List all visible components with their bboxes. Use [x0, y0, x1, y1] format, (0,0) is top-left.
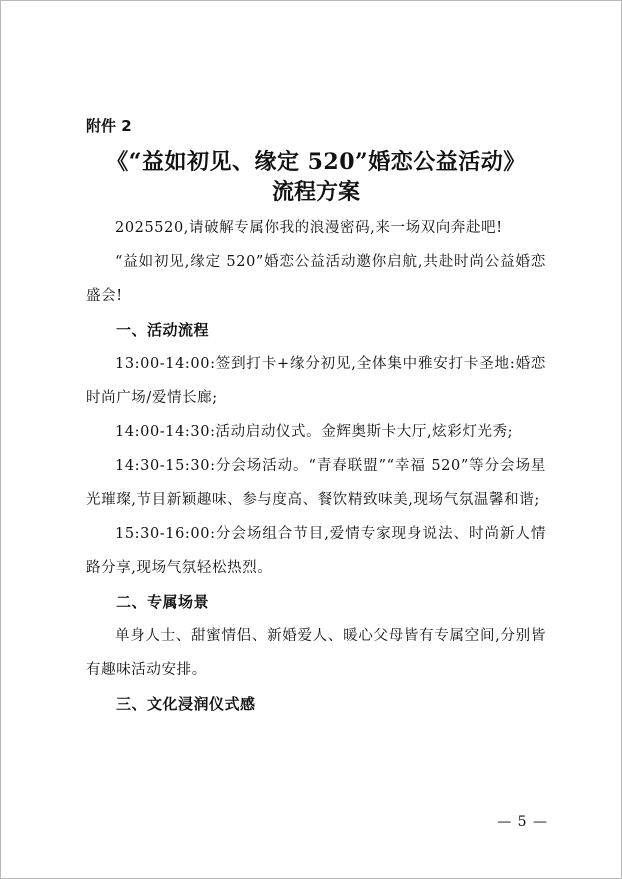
schedule-item: 14:30-15:30:分会场活动。“青春联盟”“幸福 520”等分会场星光璀璨,节目新颖趣味、参与度高、餐饮精致味美,现场气氛温馨和谐; — [86, 458, 546, 508]
section-paragraph: 单身人士、甜蜜情侣、新婚爱人、暖心父母皆有专属空间,分别皆有趣味活动安排。 — [86, 628, 546, 678]
document-body — [86, 115, 546, 721]
schedule-item: 13:00-14:00:签到打卡+缘分初见,全体集中雅安打卡圣地:婚恋时尚广场/爱情长廊; — [86, 356, 546, 406]
section-heading: 二、专属场景 — [116, 593, 210, 611]
page-number: — 5 — — [497, 814, 548, 830]
document-title: 《“益如初见、缘定 520”婚恋公益活动》 — [106, 149, 526, 175]
schedule-item: 14:00-14:30:活动启动仪式。金辉奥斯卡大厅,炫彩灯光秀; — [115, 424, 514, 440]
section-heading: 一、活动流程 — [116, 321, 210, 339]
section-heading: 三、文化浸润仪式感 — [116, 695, 256, 713]
schedule-item: 15:30-16:00:分会场组合节目,爱情专家现身说法、时尚新人情路分享,现场气氛轻松热烈。 — [86, 526, 546, 576]
attachment-label: 附件 2 — [86, 117, 132, 135]
intro-paragraph: 2025520,请破解专属你我的浪漫密码,来一场双向奔赴吧! — [115, 220, 503, 236]
document-subtitle: 流程方案 — [271, 179, 360, 205]
intro-paragraph: “益如初见,缘定 520”婚恋公益活动邀你启航,共赴时尚公益婚恋盛会! — [86, 254, 546, 304]
